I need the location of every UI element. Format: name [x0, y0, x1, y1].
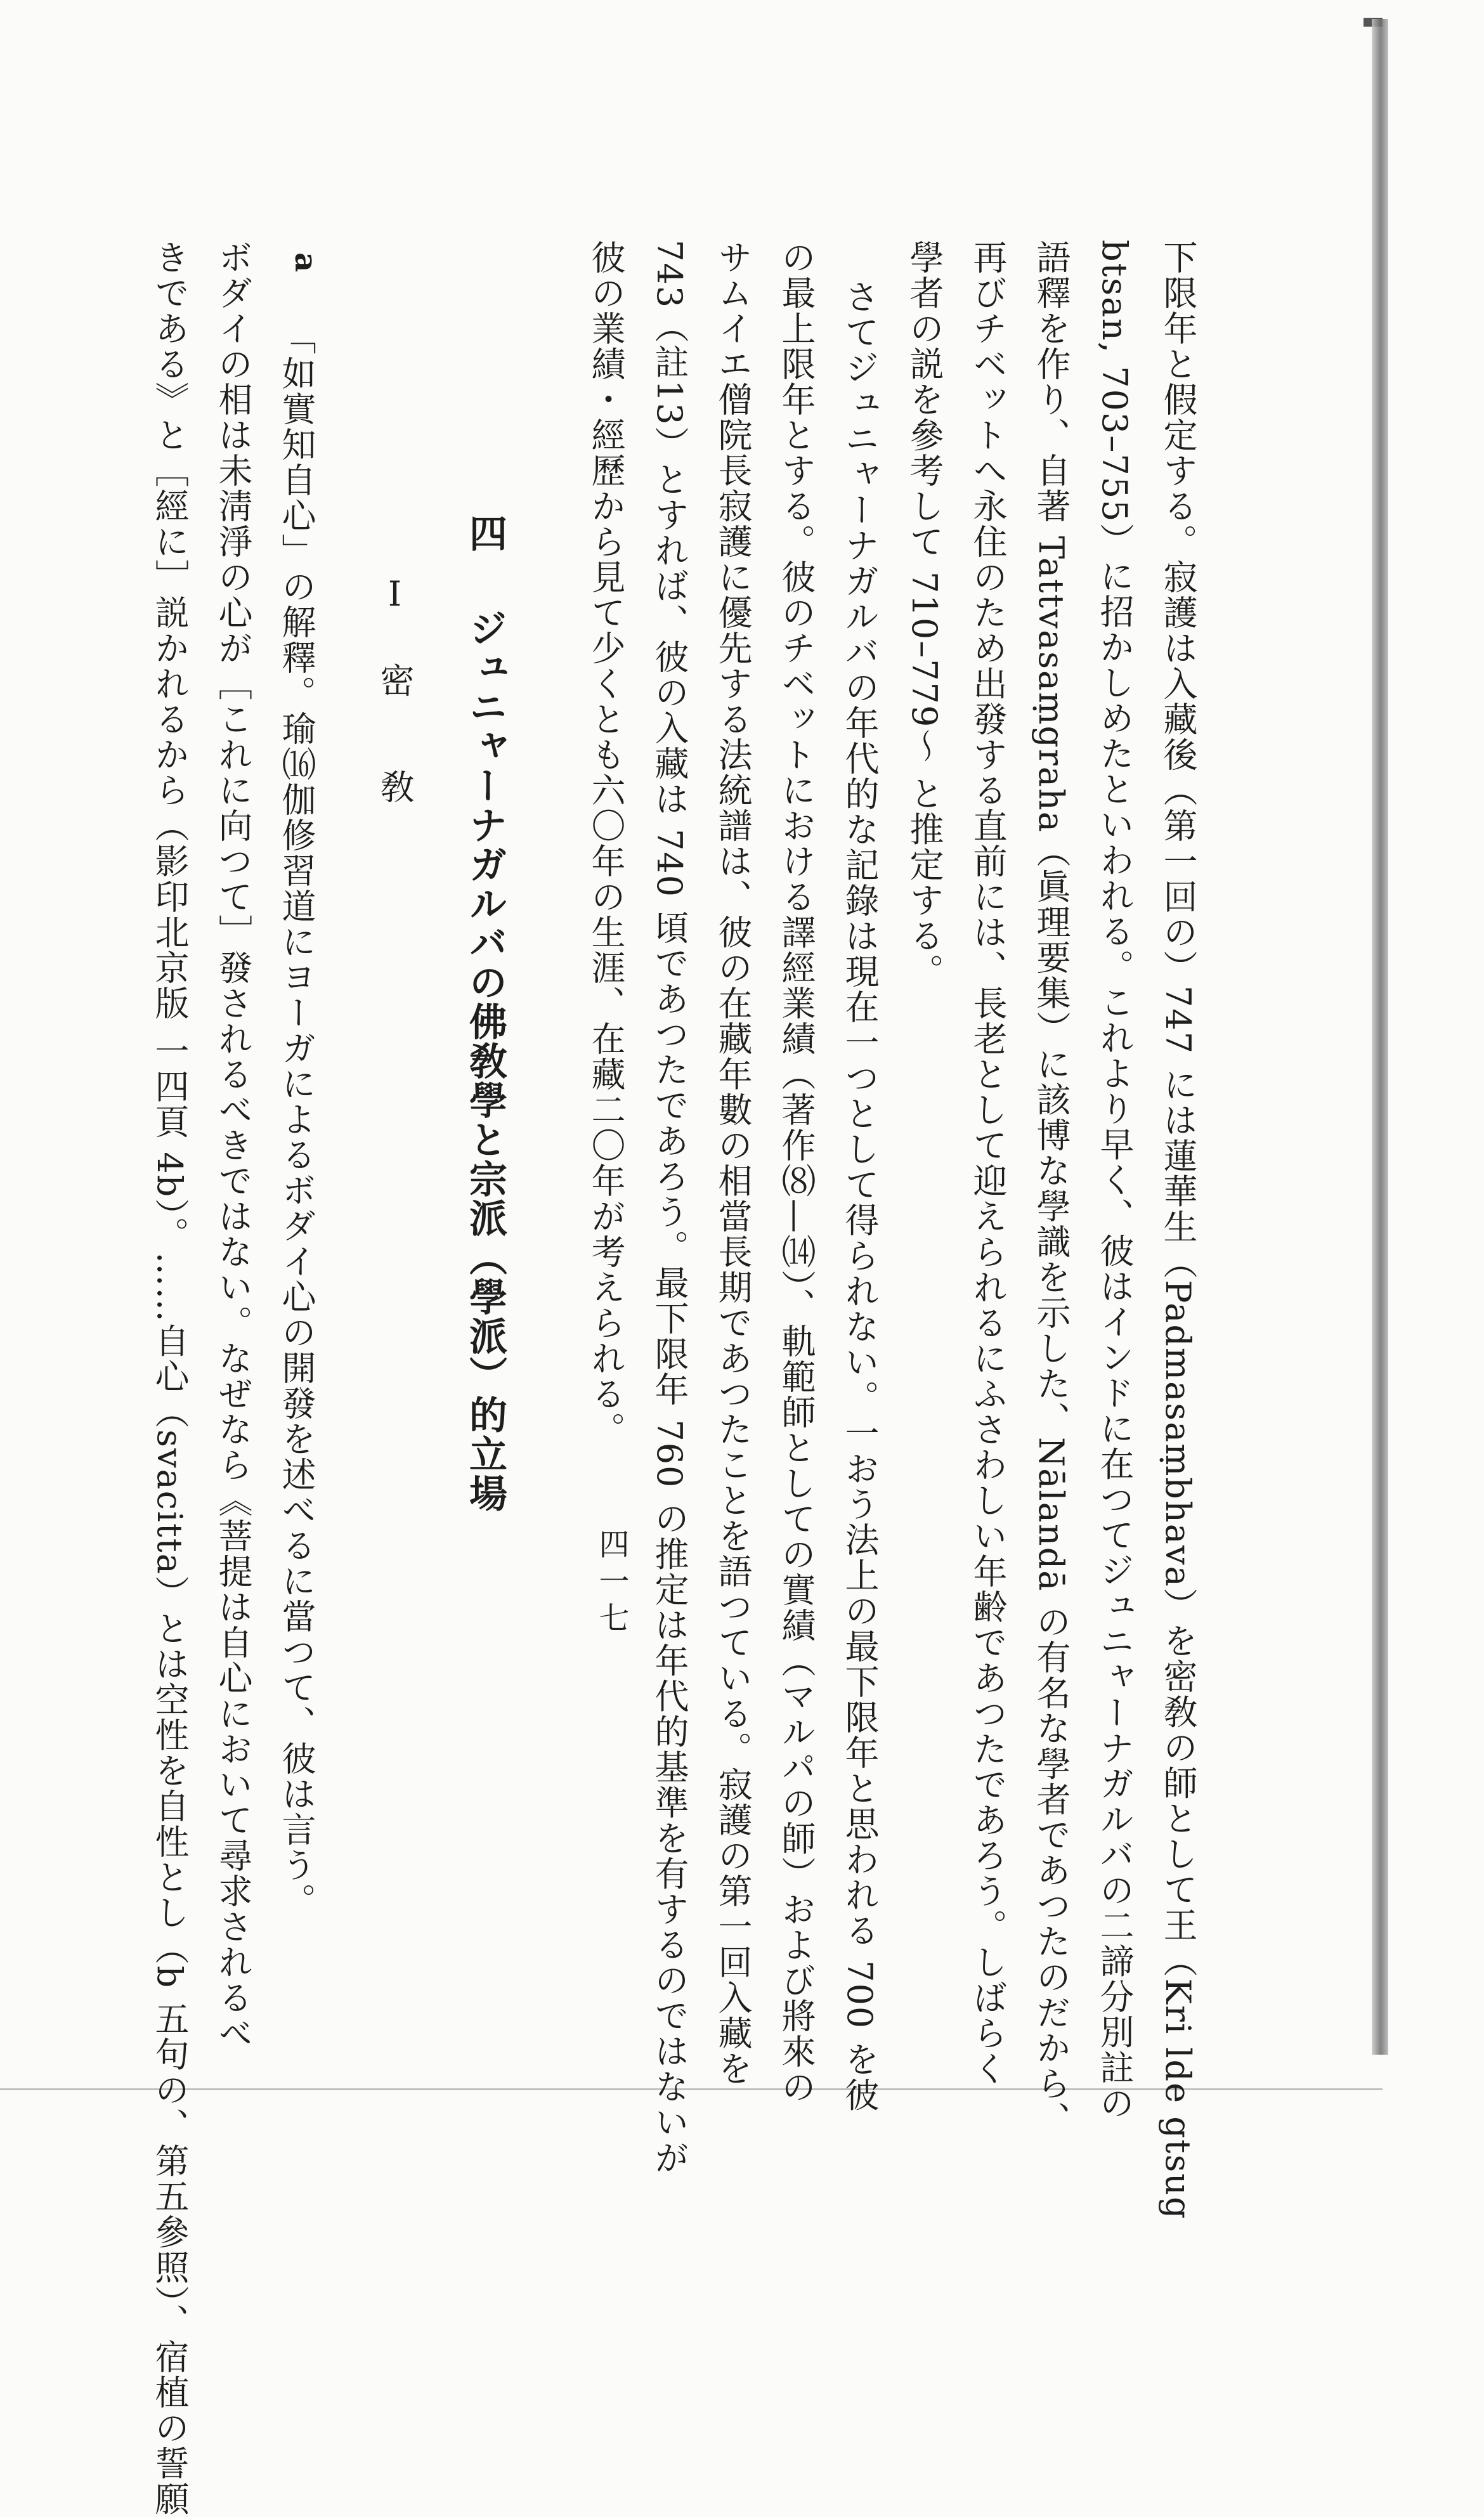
para1-line-2: btsan, 703–755）に招かしめたといわれる。これより早く、彼はインドに在つてジュニャーナガルバの二諦分別註の: [1095, 240, 1135, 2121]
passage-a-line-1: 「如實知自心」の解釋。瑜⒃伽修習道にヨーガによるボダイ心の開發を述べるに當つて、彼は言う。: [277, 320, 316, 1918]
section-number: 四: [463, 514, 507, 553]
para2-line-5: 彼の業績・經歷から見て少くとも六〇年の生涯、在藏二〇年が考えられる。: [586, 240, 626, 1447]
passage-label-a: a: [288, 252, 323, 274]
para1-line-5: 學者の説を參考して 710–779～ と推定する。: [904, 240, 944, 989]
para1-line-1: 下限年と假定する。寂護は入藏後（第一回の）747 には蓮華生（Padmasaṃbhava）を密敎の師として王（Kri lde gtsug: [1158, 240, 1198, 2220]
para2-line-3: サムイエ僧院長寂護に優先する法統譜は、彼の在藏年數の相當長期であつたことを語つている。寂護の第一回入藏を: [713, 240, 753, 2086]
para2-line-4: 743（註13）とすれば、彼の入藏は 740 頃であつたであろう。最下限年 760 の推定は年代的基準を有するのではないが: [649, 240, 689, 2176]
page-number: 四一七: [594, 1528, 629, 1639]
para1-line-3: 語釋を作り、自著 Tattvasaṃgraha（眞理要集）に該博な學識を示した、Nālandā の有名な學者であつたのだから、: [1031, 240, 1071, 2137]
passage-a-line-3: きである》と［經に］説かれるから（影印北京版 一四頁 4b）。……自心（svacitta）とは空性を自性とし（b 五句の、第五參照）、宿植の誓願: [150, 240, 190, 2517]
para1-line-4: 再びチベットへ永住のため出發する直前には、長老として迎えられるにふさわしい年齢であつたであろう。しばらく: [968, 240, 1008, 2086]
section-title: ジュニャーナガルバの佛敎學と宗派（學派）的立場: [463, 609, 507, 1513]
passage-a-line-2: ボダイの相は未淸淨の心が［これに向つて］發されるべきではない。なぜなら《菩提は自心において尋求されるべ: [213, 240, 253, 2051]
para2-line-1: さてジュニャーナガルバの年代的な記錄は現在一つとして得られない。一おう法上の最下限年と思われる 700 を彼: [840, 279, 880, 2113]
para2-line-2: の最上限年とする。彼のチベットにおける譯經業績（著作⑻—⒁）、軌範師としての實績（マルパの師）および將來の: [776, 240, 816, 2105]
subsection-title: Ⅰ 密 敎: [375, 574, 415, 823]
scan-edge: [1372, 19, 1388, 2055]
